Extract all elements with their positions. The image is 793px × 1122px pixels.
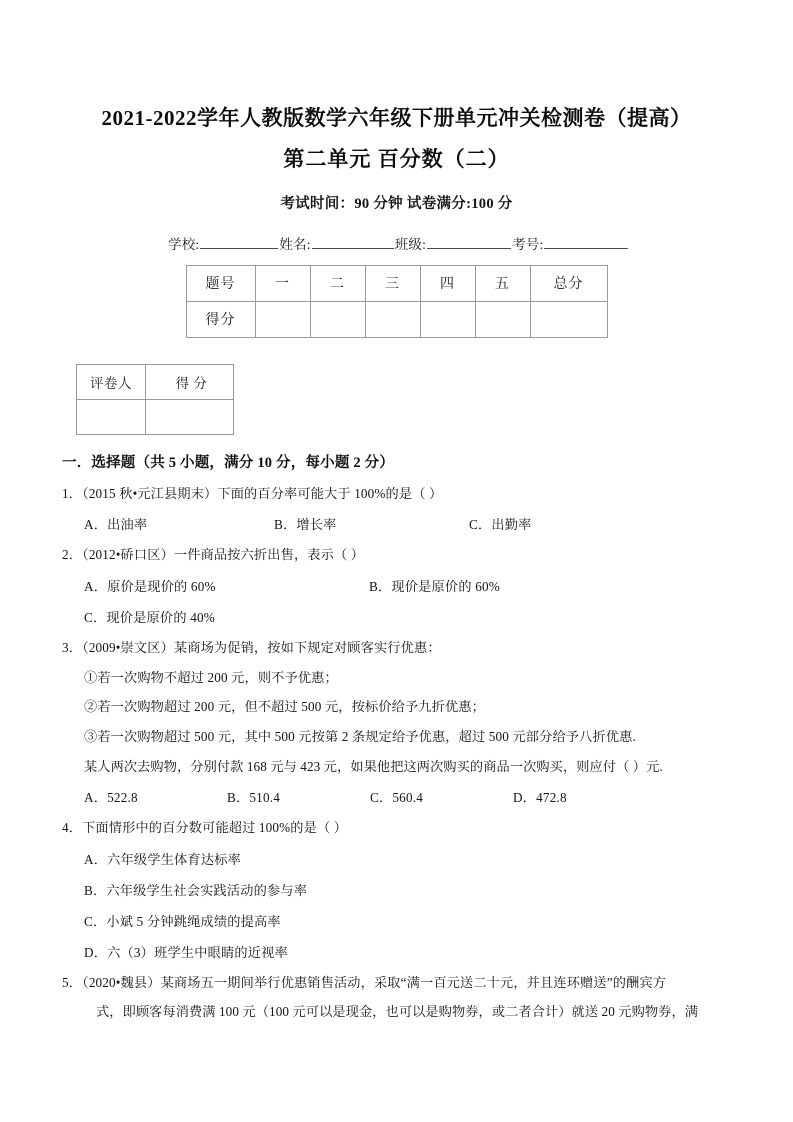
question-tail: 某人两次去购物，分别付款 168 元与 423 元，如果他把这两次购买的商品一次购买，则应付（ ）元.: [84, 758, 663, 774]
class-label: 班级:: [394, 236, 427, 252]
score-cell: 得分: [186, 301, 255, 337]
option-b[interactable]: B．六年级学生社会实践活动的参与率: [84, 883, 308, 899]
question-condition-1: ①若一次购物不超过 200 元，则不予优惠；: [84, 669, 338, 685]
page-title: 2021-2022学年人教版数学六年级下册单元冲关检测卷（提高）: [101, 106, 692, 130]
option-b[interactable]: B．510.4: [227, 790, 281, 806]
score-cell: 三: [365, 265, 420, 301]
school-field[interactable]: [168, 233, 279, 253]
score-input-cell[interactable]: [365, 301, 420, 337]
question-item-4: [62, 819, 745, 961]
score-cell: 总分: [530, 265, 607, 301]
score-input-cell[interactable]: [310, 301, 365, 337]
question-item-3: [62, 639, 745, 806]
question-stem-continuation: 式，即顾客每消费满 100 元（100 元可以是现金，也可以是购物券，或二者合计）就送 20 元购物券，满: [96, 1003, 699, 1019]
question-list: [0, 485, 793, 1021]
exam-info: 考试时间：90 分钟 试卷满分:100 分: [280, 195, 513, 212]
score-cell: 题号: [186, 265, 255, 301]
option-row: [62, 514, 745, 533]
school-label: 学校:: [168, 236, 200, 252]
score-cell: 五: [475, 265, 530, 301]
question-item-1: [62, 485, 745, 534]
option-row: [62, 576, 745, 595]
question-item-5: [62, 974, 745, 1020]
option-c[interactable]: C．小斌 5 分钟跳绳成绩的提高率: [84, 914, 281, 930]
name-blank[interactable]: [312, 235, 394, 249]
option-a[interactable]: A．六年级学生体育达标率: [84, 852, 241, 868]
grader-table: [76, 364, 234, 435]
score-input-cell[interactable]: [420, 301, 475, 337]
question-item-2: [62, 546, 745, 626]
exam-no-label: 考号:: [512, 236, 544, 252]
grader-header-cell: 得 分: [146, 364, 234, 399]
option-d[interactable]: D．472.8: [513, 790, 567, 806]
score-input-cell[interactable]: [530, 301, 607, 337]
school-blank[interactable]: [200, 235, 278, 249]
question-condition-3: ③若一次购物超过 500 元，其中 500 元按第 2 条规定给予优惠，超过 500 元部分给予八折优惠.: [84, 729, 636, 745]
section-heading-choice: 一．选择题（共 5 小题，满分 10 分，每小题 2 分）: [62, 454, 395, 471]
identity-fields: [0, 213, 793, 253]
score-cell: 一: [255, 265, 310, 301]
option-row: [62, 787, 745, 806]
question-stem: 1．（2015 秋•元江县期末）下面的百分率可能大于 100%的是（ ）: [62, 485, 443, 501]
option-c[interactable]: C．现价是原价的 40%: [84, 610, 215, 626]
option-c[interactable]: C．560.4: [370, 790, 424, 806]
option-c[interactable]: C．出勤率: [469, 517, 532, 533]
option-a[interactable]: A．原价是现价的 60%: [84, 579, 216, 595]
score-input-cell[interactable]: [475, 301, 530, 337]
option-a[interactable]: A．出油率: [84, 517, 148, 533]
question-stem: 3．（2009•崇文区）某商场为促销，按如下规定对顾客实行优惠：: [62, 640, 441, 656]
question-stem: 5．（2020•魏县）某商场五一期间举行优惠销售活动，采取“满一百元送二十元，并且连环赠送”的酬宾方: [62, 975, 667, 991]
table-row: [186, 301, 607, 337]
exam-no-blank[interactable]: [544, 235, 628, 249]
class-field[interactable]: [395, 233, 512, 253]
grader-input-cell[interactable]: [146, 399, 234, 434]
grader-table-container: [0, 338, 793, 435]
grader-input-cell[interactable]: [77, 399, 146, 434]
option-d[interactable]: D．六（3）班学生中眼睛的近视率: [84, 945, 288, 961]
question-stem: 4．下面情形中的百分数可能超过 100%的是（ ）: [62, 820, 348, 836]
question-condition-2: ②若一次购物超过 200 元，但不超过 500 元，按标价给予九折优惠；: [84, 699, 486, 715]
option-b[interactable]: B．增长率: [274, 517, 337, 533]
score-cell: 四: [420, 265, 475, 301]
page-subtitle: 第二单元 百分数（二）: [283, 147, 510, 172]
score-input-cell[interactable]: [255, 301, 310, 337]
table-row: [77, 399, 234, 434]
question-stem: 2．（2012•硚口区）一件商品按六折出售，表示（ ）: [62, 547, 365, 563]
option-a[interactable]: A．522.8: [84, 790, 138, 806]
table-row: [77, 364, 234, 399]
option-b[interactable]: B．现价是原价的 60%: [369, 579, 500, 595]
class-blank[interactable]: [427, 235, 511, 249]
name-label: 姓名:: [279, 236, 311, 252]
name-field[interactable]: [279, 233, 394, 253]
score-cell: 二: [310, 265, 365, 301]
exam-no-field[interactable]: [512, 233, 629, 253]
score-table: [186, 265, 608, 338]
table-row: [186, 265, 607, 301]
score-table-container: [0, 253, 793, 338]
grader-header-cell: 评卷人: [77, 364, 146, 399]
